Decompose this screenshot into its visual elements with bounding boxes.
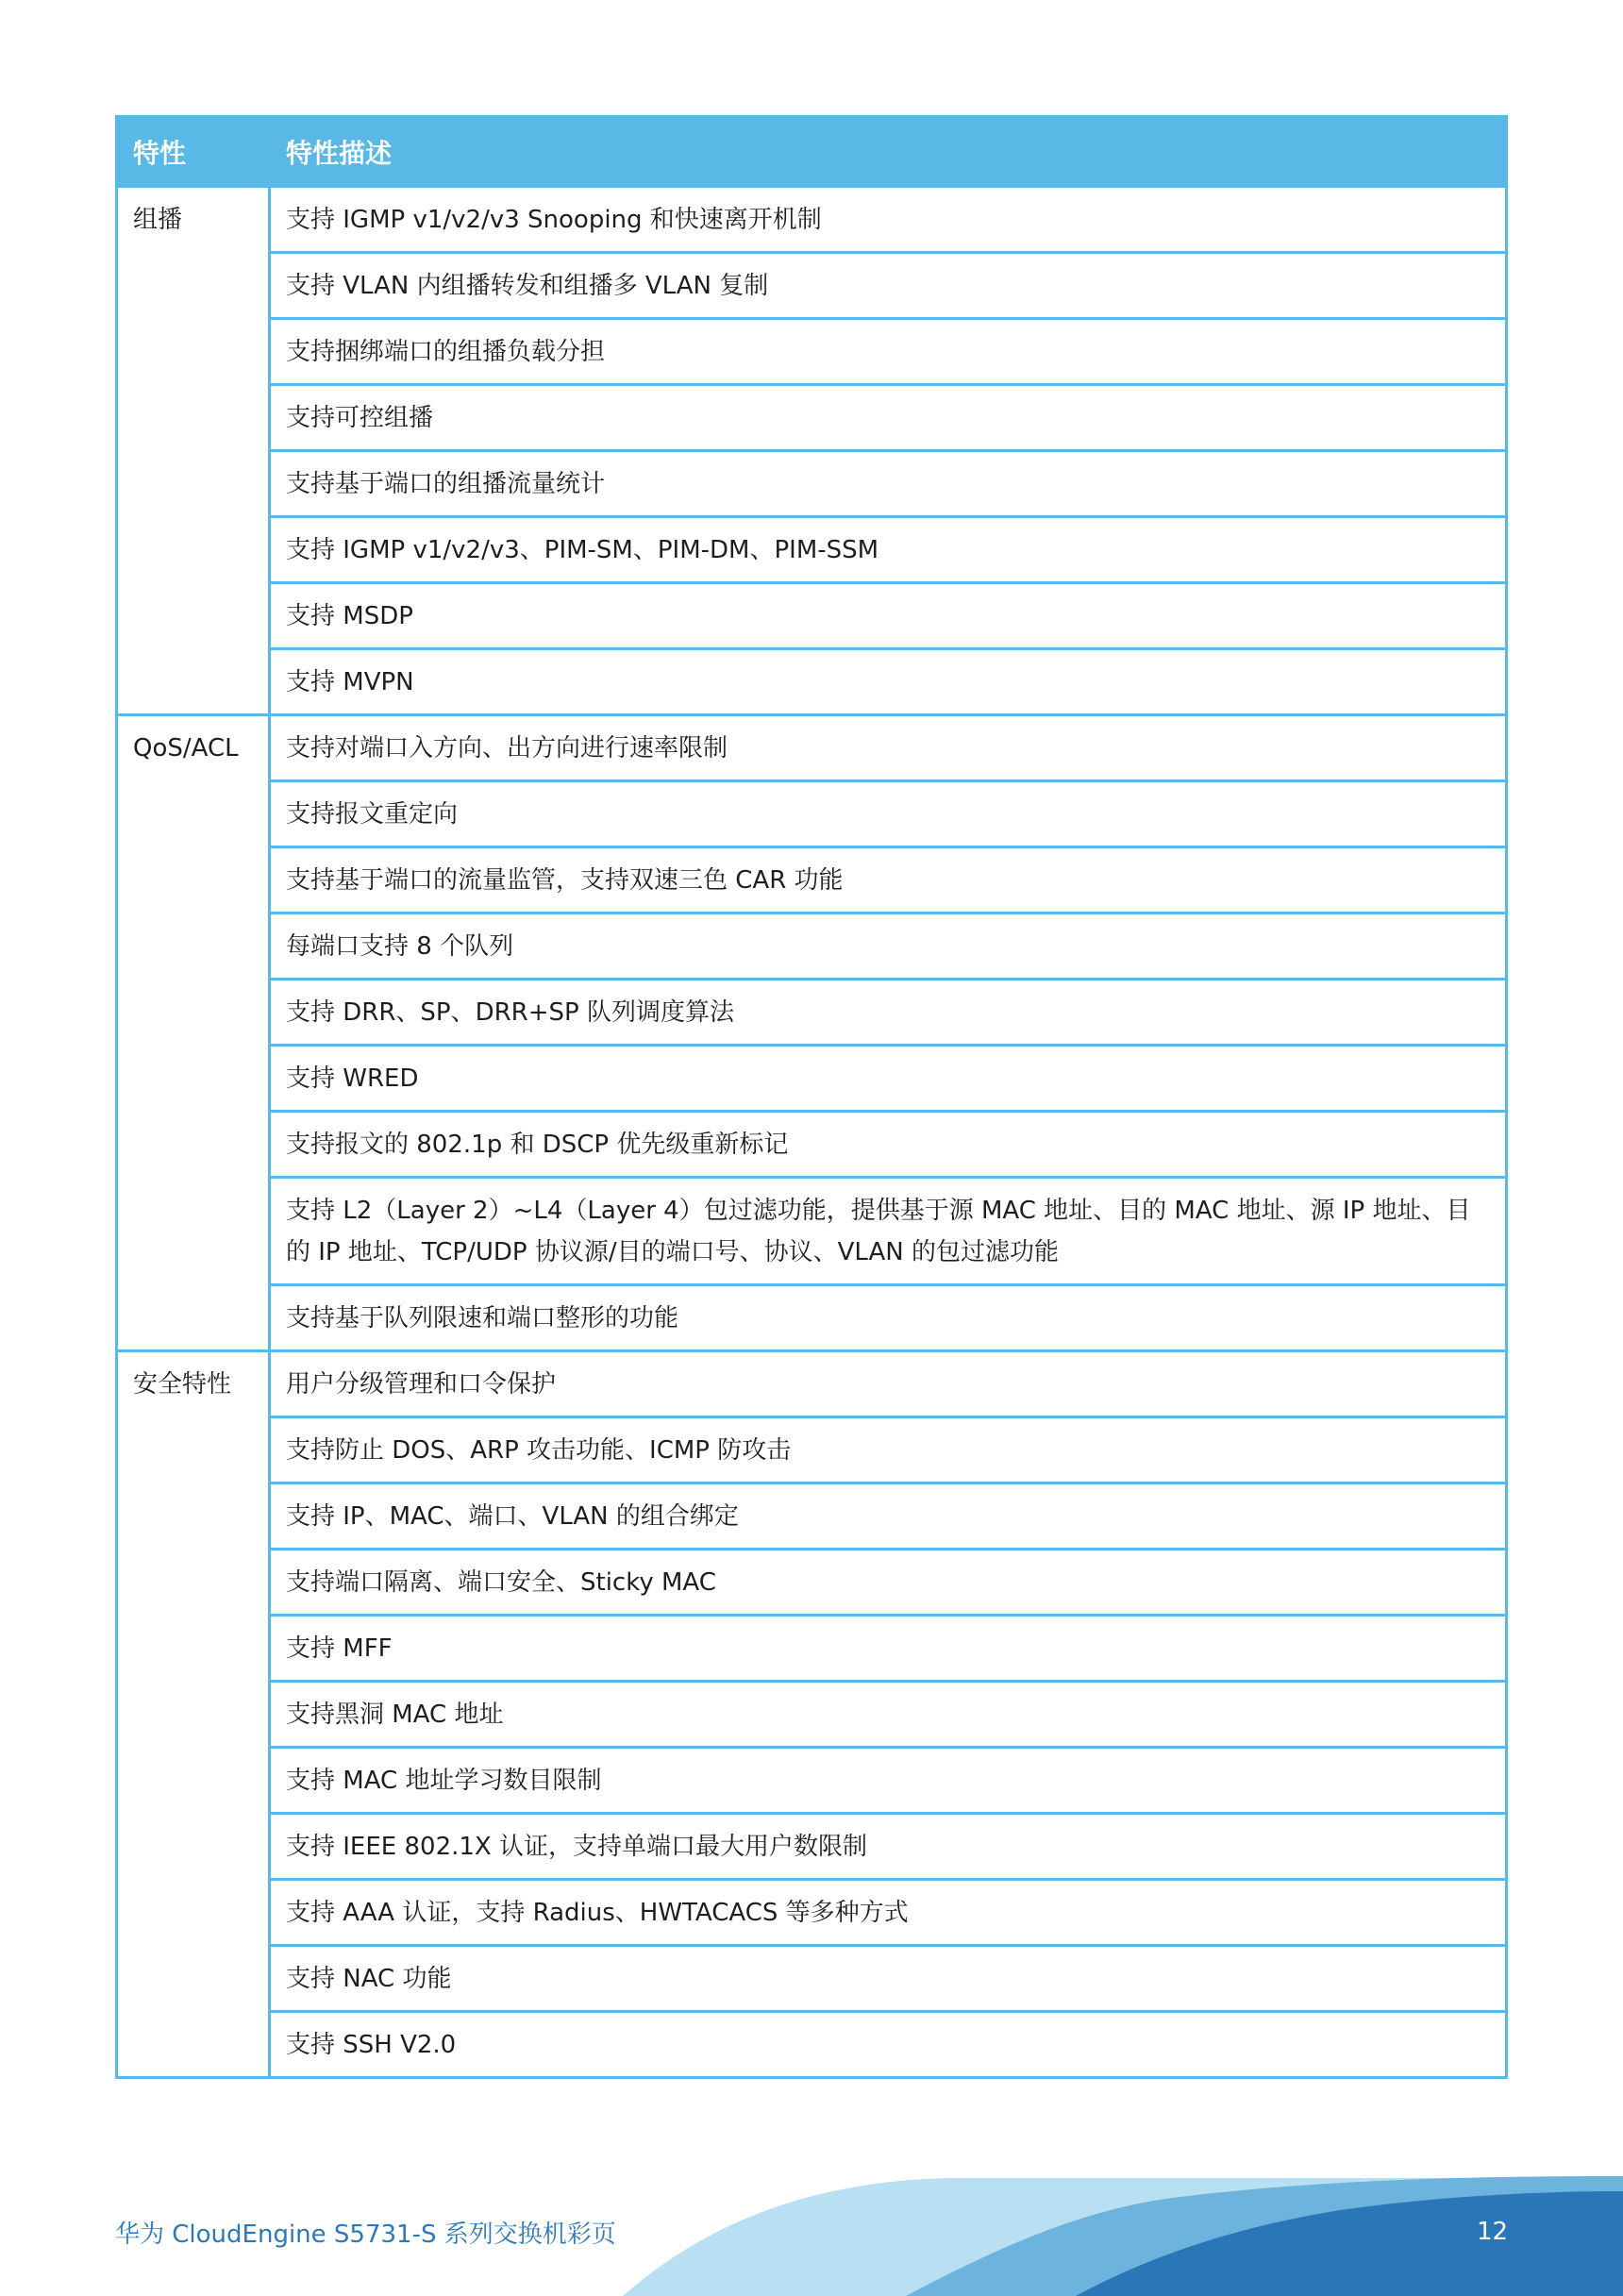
description-cell: 支持 SSH V2.0: [270, 2012, 1507, 2078]
table-row: [117, 1946, 1507, 2012]
table-row: [117, 1046, 1507, 1112]
table-row: [117, 385, 1507, 451]
table-row: [117, 517, 1507, 583]
table-row: [117, 1112, 1507, 1178]
description-cell: 支持 L2（Layer 2）~L4（Layer 4）包过滤功能，提供基于源 MAC 地址、目的 MAC 地址、源 IP 地址、目的 IP 地址、TCP/UDP 协议源/目的端口号、协议、VLAN 的包过滤功能: [270, 1178, 1507, 1285]
table-row: [117, 649, 1507, 715]
table-row: [117, 1285, 1507, 1351]
description-cell: 支持 AAA 认证，支持 Radius、HWTACACS 等多种方式: [270, 1880, 1507, 1946]
table-row: [117, 1351, 1507, 1417]
category-cell: QoS/ACL: [117, 715, 270, 1351]
table-row: [117, 781, 1507, 847]
page-number: 12: [1477, 2218, 1509, 2246]
description-cell: 支持 IEEE 802.1X 认证，支持单端口最大用户数限制: [270, 1814, 1507, 1880]
table-row: [117, 2012, 1507, 2078]
description-cell: 支持 DRR、SP、DRR+SP 队列调度算法: [270, 980, 1507, 1046]
table-row: [117, 1550, 1507, 1616]
footer-title: 华为 CloudEngine S5731-S 系列交换机彩页: [115, 2221, 616, 2249]
table-row: [117, 847, 1507, 913]
table-row: [117, 319, 1507, 385]
header-description: 特性描述: [270, 117, 1507, 187]
table-row: [117, 1682, 1507, 1748]
description-cell: 支持基于队列限速和端口整形的功能: [270, 1285, 1507, 1351]
category-cell: 安全特性: [117, 1351, 270, 2078]
description-cell: 支持 MSDP: [270, 583, 1507, 649]
description-cell: 支持 MFF: [270, 1616, 1507, 1682]
table-row: [117, 583, 1507, 649]
description-cell: 支持基于端口的流量监管，支持双速三色 CAR 功能: [270, 847, 1507, 913]
header-feature: 特性: [117, 117, 270, 187]
table-row: [117, 1748, 1507, 1814]
table-row: [117, 715, 1507, 781]
table-row: [117, 253, 1507, 319]
table-row: [117, 913, 1507, 980]
description-cell: 支持可控组播: [270, 385, 1507, 451]
table-row: [117, 1178, 1507, 1285]
description-cell: 支持基于端口的组播流量统计: [270, 451, 1507, 517]
description-cell: 支持端口隔离、端口安全、Sticky MAC: [270, 1550, 1507, 1616]
description-cell: 支持 IGMP v1/v2/v3、PIM-SM、PIM-DM、PIM-SSM: [270, 517, 1507, 583]
description-cell: 支持 VLAN 内组播转发和组播多 VLAN 复制: [270, 253, 1507, 319]
description-cell: 支持 IP、MAC、端口、VLAN 的组合绑定: [270, 1483, 1507, 1550]
table-row: [117, 451, 1507, 517]
description-cell: 支持防止 DOS、ARP 攻击功能、ICMP 防攻击: [270, 1417, 1507, 1483]
table-row: [117, 1880, 1507, 1946]
table-header-row: [117, 117, 1507, 187]
table-row: [117, 1814, 1507, 1880]
description-cell: 支持报文重定向: [270, 781, 1507, 847]
table-row: [117, 1616, 1507, 1682]
description-cell: 支持 WRED: [270, 1046, 1507, 1112]
table-row: [117, 980, 1507, 1046]
table-row: [117, 1483, 1507, 1550]
table-row: [117, 1417, 1507, 1483]
description-cell: 每端口支持 8 个队列: [270, 913, 1507, 980]
feature-table: [115, 115, 1508, 2079]
description-cell: 支持报文的 802.1p 和 DSCP 优先级重新标记: [270, 1112, 1507, 1178]
description-cell: 支持 MVPN: [270, 649, 1507, 715]
description-cell: 支持 MAC 地址学习数目限制: [270, 1748, 1507, 1814]
table-row: [117, 187, 1507, 253]
description-cell: 支持对端口入方向、出方向进行速率限制: [270, 715, 1507, 781]
description-cell: 用户分级管理和口令保护: [270, 1351, 1507, 1417]
description-cell: 支持捆绑端口的组播负载分担: [270, 319, 1507, 385]
category-cell: 组播: [117, 187, 270, 715]
description-cell: 支持黑洞 MAC 地址: [270, 1682, 1507, 1748]
description-cell: 支持 NAC 功能: [270, 1946, 1507, 2012]
description-cell: 支持 IGMP v1/v2/v3 Snooping 和快速离开机制: [270, 187, 1507, 253]
